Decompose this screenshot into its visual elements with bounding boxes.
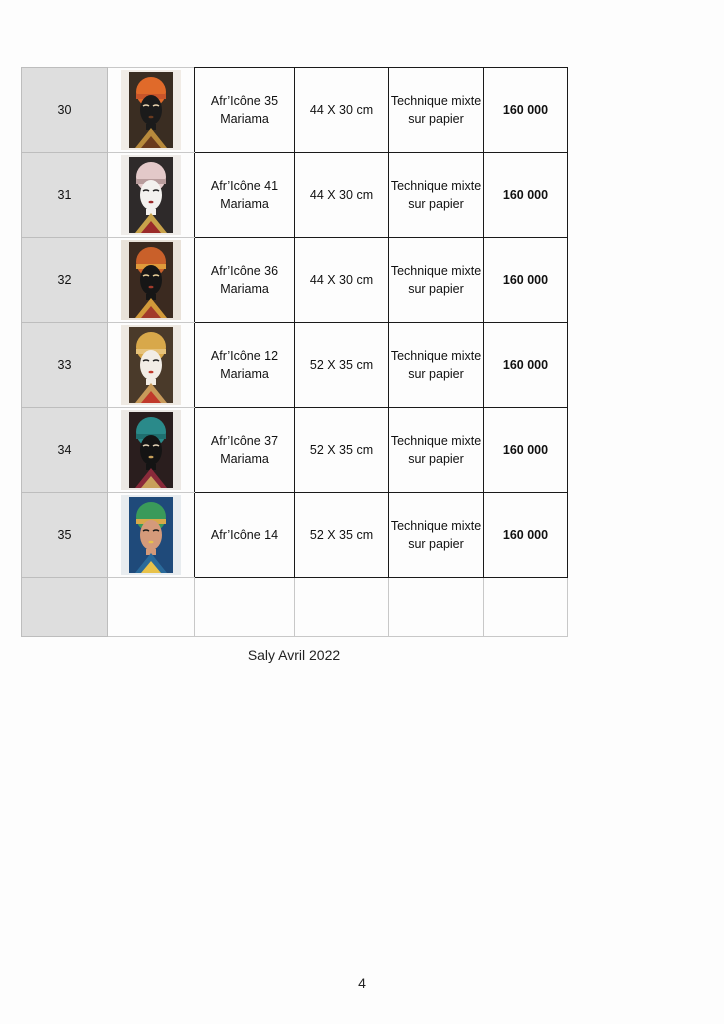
artwork-dimensions: 44 X 30 cm: [295, 238, 389, 323]
artwork-dimensions: 44 X 30 cm: [295, 153, 389, 238]
artwork-title: Afr’Icône 14: [195, 493, 295, 578]
page-number: 4: [358, 975, 366, 991]
artwork-title: Afr’Icône 36 Mariama: [195, 238, 295, 323]
location-date-note: Saly Avril 2022: [247, 647, 341, 663]
empty-technique-cell: [389, 578, 484, 637]
artwork-technique: Technique mixte sur papier: [389, 238, 484, 323]
item-number: 31: [22, 153, 108, 238]
artwork-price: 160 000: [484, 493, 568, 578]
artwork-title: Afr’Icône 12 Mariama: [195, 323, 295, 408]
artwork-title: Afr’Icône 35 Mariama: [195, 68, 295, 153]
empty-number-cell: [22, 578, 108, 637]
artwork-dimensions: 52 X 35 cm: [295, 323, 389, 408]
artwork-image-cell: [108, 408, 195, 493]
artwork-image-cell: [108, 323, 195, 408]
artwork-thumbnail-image: [121, 325, 181, 405]
empty-price-cell: [484, 578, 568, 637]
artwork-thumbnail-image: [121, 410, 181, 490]
artwork-image-cell: [108, 238, 195, 323]
artwork-thumbnail-image: [121, 70, 181, 150]
empty-title-cell: [195, 578, 295, 637]
artwork-price: 160 000: [484, 68, 568, 153]
artwork-dimensions: 52 X 35 cm: [295, 408, 389, 493]
empty-dimensions-cell: [295, 578, 389, 637]
table-row: [22, 323, 568, 408]
artwork-technique: Technique mixte sur papier: [389, 153, 484, 238]
artwork-price: 160 000: [484, 323, 568, 408]
artwork-dimensions: 52 X 35 cm: [295, 493, 389, 578]
item-number: 35: [22, 493, 108, 578]
table-row: [22, 493, 568, 578]
artwork-thumbnail-image: [121, 155, 181, 235]
item-number: 33: [22, 323, 108, 408]
item-number: 34: [22, 408, 108, 493]
artwork-price: 160 000: [484, 238, 568, 323]
artwork-technique: Technique mixte sur papier: [389, 493, 484, 578]
artwork-technique: Technique mixte sur papier: [389, 68, 484, 153]
item-number: 30: [22, 68, 108, 153]
artwork-image-cell: [108, 68, 195, 153]
table-row: [22, 68, 568, 153]
table-row: [22, 153, 568, 238]
artwork-title: Afr’Icône 37 Mariama: [195, 408, 295, 493]
artwork-technique: Technique mixte sur papier: [389, 323, 484, 408]
empty-image-cell: [108, 578, 195, 637]
artwork-price: 160 000: [484, 408, 568, 493]
artwork-image-cell: [108, 493, 195, 578]
artwork-technique: Technique mixte sur papier: [389, 408, 484, 493]
artwork-dimensions: 44 X 30 cm: [295, 68, 389, 153]
table-row: [22, 408, 568, 493]
artwork-thumbnail-image: [121, 240, 181, 320]
artwork-catalog-table: [21, 67, 568, 637]
artwork-thumbnail-image: [121, 495, 181, 575]
artwork-image-cell: [108, 153, 195, 238]
item-number: 32: [22, 238, 108, 323]
empty-table-row: [22, 578, 568, 637]
artwork-price: 160 000: [484, 153, 568, 238]
table-row: [22, 238, 568, 323]
artwork-title: Afr’Icône 41 Mariama: [195, 153, 295, 238]
